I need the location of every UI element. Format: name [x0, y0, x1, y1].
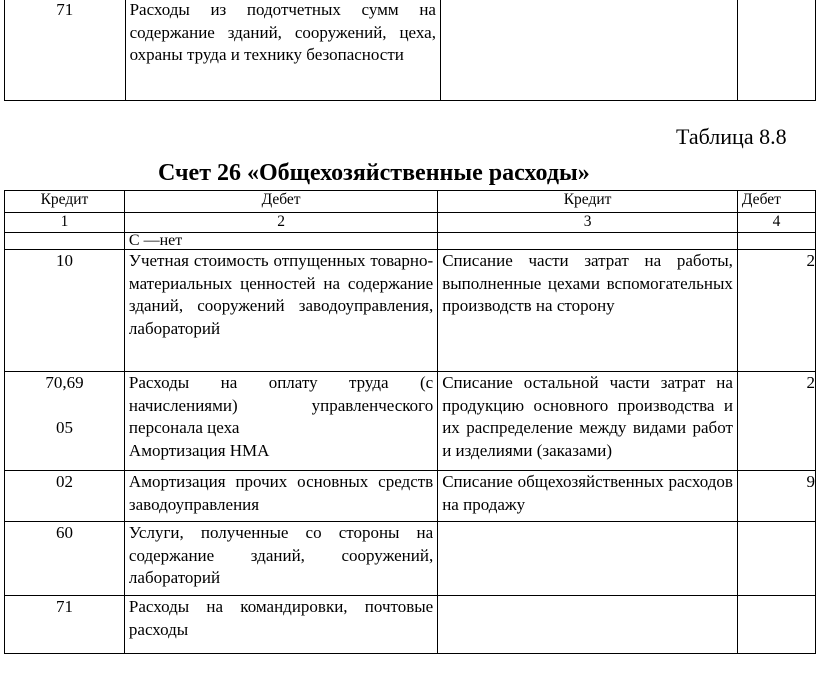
table-row [5, 372, 816, 471]
debit-description: Амортизация НМА [128, 440, 270, 460]
stub-cell [737, 233, 815, 250]
header-debit-4: Дебет [737, 191, 815, 213]
header-credit-3: Кредит [438, 191, 738, 213]
credit-description-cell [440, 0, 738, 101]
table-row [5, 596, 816, 654]
opening-balance-cell: С —нет [124, 233, 437, 250]
credit-description-cell: Списание общехозяйственных расходов на продажу [438, 471, 738, 522]
stub-cell: 9 [737, 471, 815, 522]
debit-description-cell: Амортизация прочих основных средств заводоуправления [124, 471, 437, 522]
stub-cell [737, 522, 815, 596]
account-cell: 10 [5, 250, 125, 372]
credit-description-cell: Списание части затрат на работы, выполненные цехами вспомогательных производств на сторону [438, 250, 738, 372]
table-row [5, 471, 816, 522]
debit-description-cell: Услуги, полученные со стороны на содержание зданий, сооружений, лабораторий [124, 522, 437, 596]
account-cell: 60 [5, 522, 125, 596]
table-row [5, 0, 816, 101]
table-row [5, 250, 816, 372]
opening-balance-row [5, 233, 816, 250]
column-number-2: 2 [124, 213, 437, 233]
debit-description-cell: Учетная стоимость отпущенных товарно-материальных ценностей на содержание зданий, сооружений заводоуправления, лабораторий [124, 250, 437, 372]
previous-table-fragment [4, 0, 816, 101]
stub-cell [738, 0, 816, 101]
table-row [5, 522, 816, 596]
debit-description-cell: Расходы на командировки, почтовые расходы [124, 596, 437, 654]
column-number-3: 3 [438, 213, 738, 233]
account-26-table [4, 190, 816, 654]
credit-description-cell: Списание остальной части затрат на продукцию основного производства и их распределение между видами работ и изделиями (заказами) [438, 372, 738, 471]
table-number-caption: Таблица 8.8 [676, 124, 787, 149]
account-cell [5, 372, 125, 471]
column-number-row [5, 213, 816, 233]
credit-description-cell [438, 522, 738, 596]
account-number: 70,69 [45, 373, 84, 392]
credit-description-cell [438, 233, 738, 250]
stub-cell: 2 [737, 250, 815, 372]
column-number-1: 1 [5, 213, 125, 233]
debit-description-cell: Расходы из подотчетных сумм на содержание зданий, сооружений, цеха, охраны труда и технику безопасности [125, 0, 440, 101]
account-cell: 71 [5, 0, 126, 101]
header-row [5, 191, 816, 213]
header-debit-2: Дебет [124, 191, 437, 213]
credit-description-cell [438, 596, 738, 654]
stub-cell [737, 596, 815, 654]
column-number-4: 4 [737, 213, 815, 233]
debit-description: Расходы на оплату труда (с начислениями) управленческого персонала цеха [128, 373, 434, 437]
account-cell: 02 [5, 471, 125, 522]
stub-cell: 2 [737, 372, 815, 471]
debit-description-cell [124, 372, 437, 471]
account-cell [5, 233, 125, 250]
table-title: Счет 26 «Общехозяйственные расходы» [158, 160, 590, 186]
account-cell: 71 [5, 596, 125, 654]
header-credit-1: Кредит [5, 191, 125, 213]
account-number: 05 [55, 417, 73, 437]
